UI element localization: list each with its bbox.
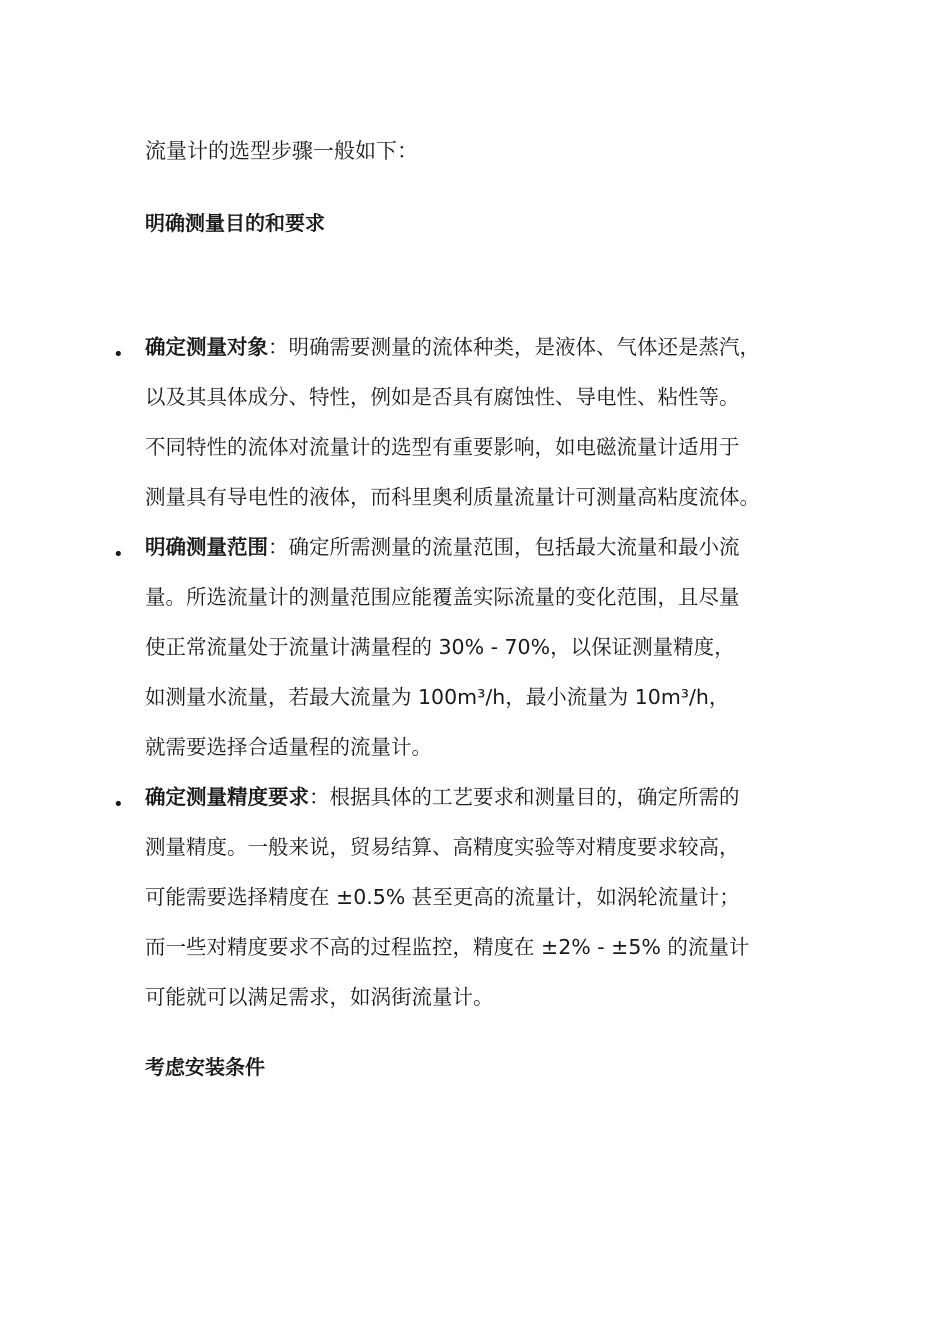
line-text: 明确需要测量的流体种类，是液体、气体还是蒸汽， [288, 335, 760, 359]
text-line [145, 330, 950, 380]
list-item-text [145, 330, 950, 530]
line-text: 根据具体的工艺要求和测量目的，确定所需的 [329, 785, 740, 809]
text-line: 测量精度。一般来说，贸易结算、高精度实验等对精度要求较高， [145, 835, 740, 859]
list-item-label: 确定测量精度要求 [145, 785, 309, 809]
text-line: 以及其具体成分、特性，例如是否具有腐蚀性、导电性、粘性等。 [145, 385, 740, 409]
text-line: 就需要选择合适量程的流量计。 [145, 735, 432, 759]
text-line [145, 780, 950, 830]
text-line: 测量具有导电性的液体，而科里奥利质量流量计可测量高粘度流体。 [145, 485, 760, 509]
bullet-dot-icon: • [113, 344, 124, 365]
text-line: 不同特性的流体对流量计的选型有重要影响，如电磁流量计适用于 [145, 435, 740, 459]
list-item-text [145, 530, 950, 780]
list-item-label: 明确测量范围 [145, 535, 268, 559]
intro-text: 流量计的选型步骤一般如下： [145, 139, 418, 163]
text-line: 可能需要选择精度在 ±0.5% 甚至更高的流量计，如涡轮流量计； [145, 885, 740, 909]
label-colon: ： [309, 785, 330, 809]
text-line: 量。所选流量计的测量范围应能覆盖实际流量的变化范围，且尽量 [145, 585, 740, 609]
bullet-dot-icon: • [113, 544, 124, 565]
text-line: 而一些对精度要求不高的过程监控，精度在 ±2% - ±5% 的流量计 [145, 935, 750, 959]
list-item-text [145, 780, 950, 1030]
list-item [0, 330, 950, 530]
line-text: 确定所需测量的流量范围，包括最大流量和最小流 [288, 535, 740, 559]
section-heading-measurement-goals: 明确测量目的和要求 [145, 211, 325, 235]
list-item-label: 确定测量对象 [145, 335, 268, 359]
text-line: 可能就可以满足需求，如涡街流量计。 [145, 985, 494, 1009]
text-line: 如测量水流量，若最大流量为 100m³/h，最小流量为 10m³/h， [145, 685, 730, 709]
list-item [0, 530, 950, 780]
requirements-list [0, 330, 950, 1030]
list-item [0, 780, 950, 1030]
bullet-dot-icon: • [113, 794, 124, 815]
label-colon: ： [268, 335, 289, 359]
section-heading-installation: 考虑安装条件 [145, 1055, 265, 1079]
text-line [145, 530, 950, 580]
text-line: 使正常流量处于流量计满量程的 30% - 70%，以保证测量精度， [145, 635, 735, 659]
label-colon: ： [268, 535, 289, 559]
